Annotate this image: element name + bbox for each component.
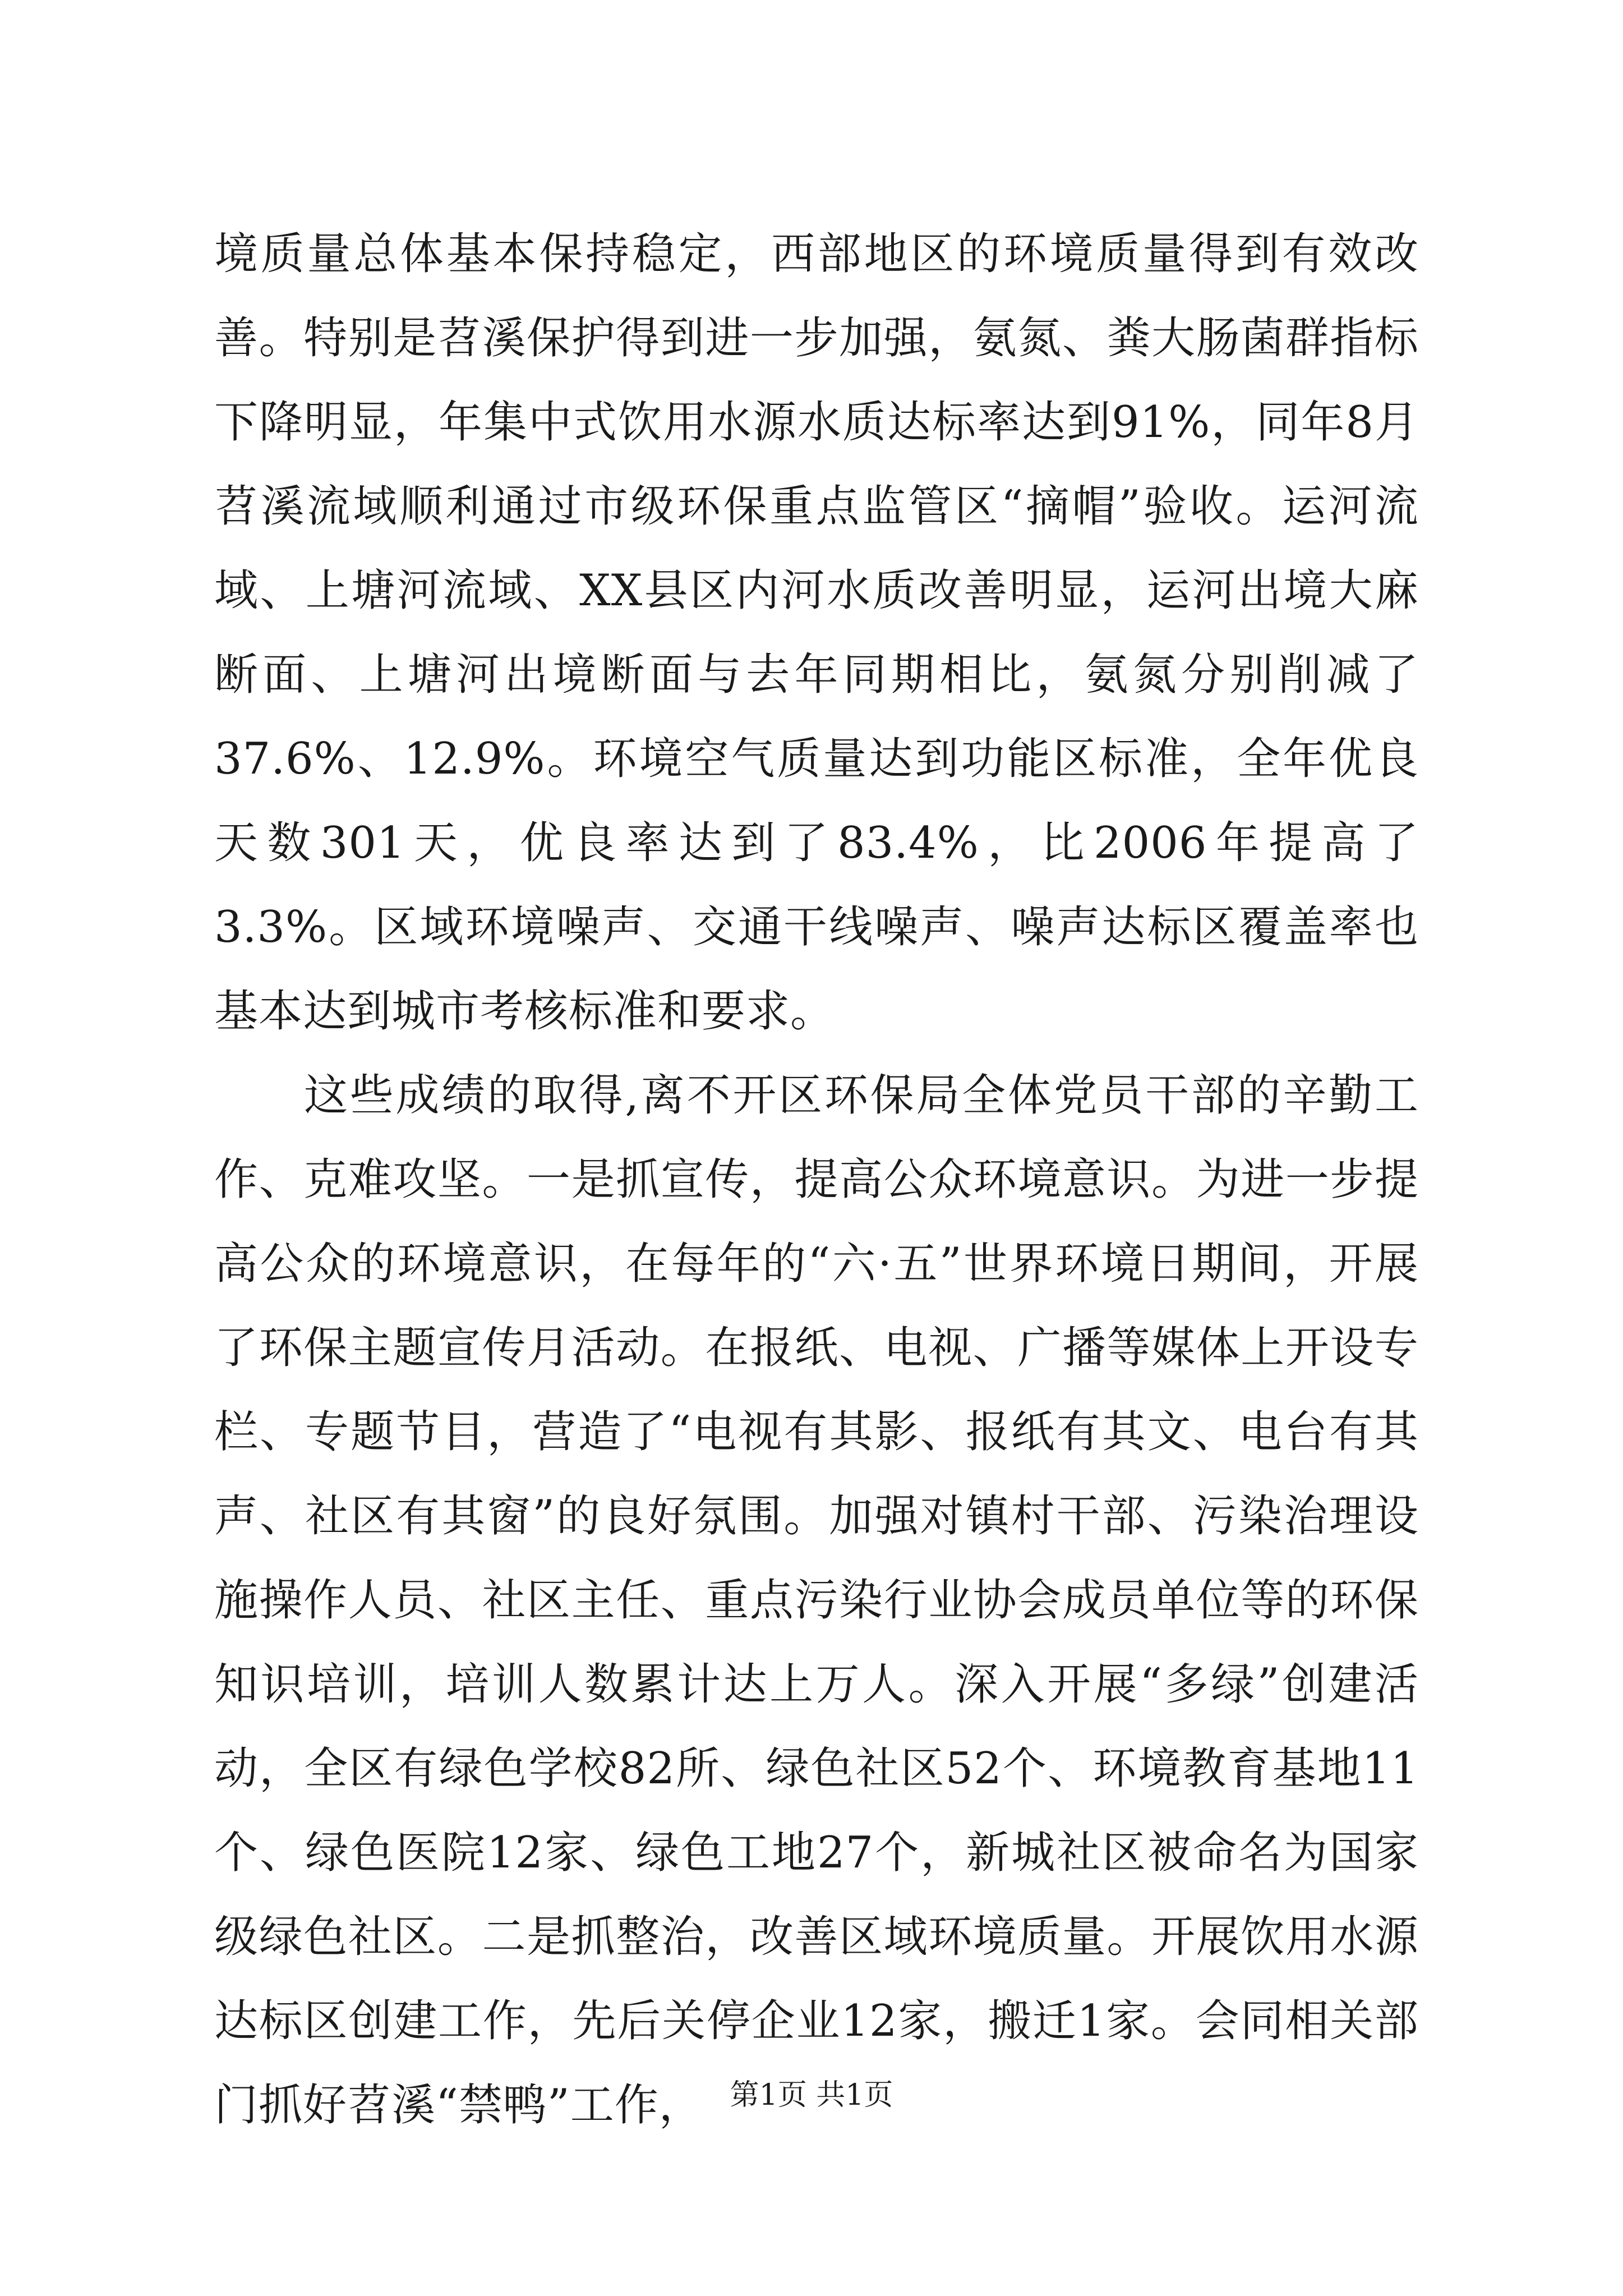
paragraph-1: 境质量总体基本保持稳定，西部地区的环境质量得到有效改善。特别是苕溪保护得到进一步加强，氨氮、粪大肠菌群指标下降明显，年集中式饮用水源水质达标率达到91%，同年8月苕溪流域顺利通过市级环保重点监管区“摘帽”验收。运河流域、上塘河流域、XX县区内河水质改善明显，运河出境大麻断面、上塘河出境断面与去年同期相比，氨氮分别削减了37.6%、12.9%。环境空气质量达到功能区标准，全年优良天数301天，优良率达到了83.4%，比2006年提高了3.3%。区域环境噪声、交通干线噪声、噪声达标区覆盖率也基本达到城市考核标准和要求。 [214,229,1419,1037]
document-body [214,212,1419,2147]
page-footer: 第1页 共1页 [730,2078,893,2112]
paragraph-2: 这些成绩的取得,离不开区环保局全体党员干部的辛勤工作、克难攻坚。一是抓宣传，提高公众环境意识。为进一步提高公众的环境意识，在每年的“六·五”世界环境日期间，开展了环保主题宣传月活动。在报纸、电视、广播等媒体上开设专栏、专题节目，营造了“电视有其影、报纸有其文、电台有其声、社区有其窗”的良好氛围。加强对镇村干部、污染治理设施操作人员、社区主任、重点污染行业协会成员单位等的环保知识培训，培训人数累计达上万人。深入开展“多绿”创建活动，全区有绿色学校82所、绿色社区52个、环境教育基地11个、绿色医院12家、绿色工地27个，新城社区被命名为国家级绿色社区。二是抓整治，改善区域环境质量。开展饮用水源达标区创建工作，先后关停企业12家，搬迁1家。会同相关部门抓好苕溪“禁鸭”工作， [214,1070,1419,2131]
